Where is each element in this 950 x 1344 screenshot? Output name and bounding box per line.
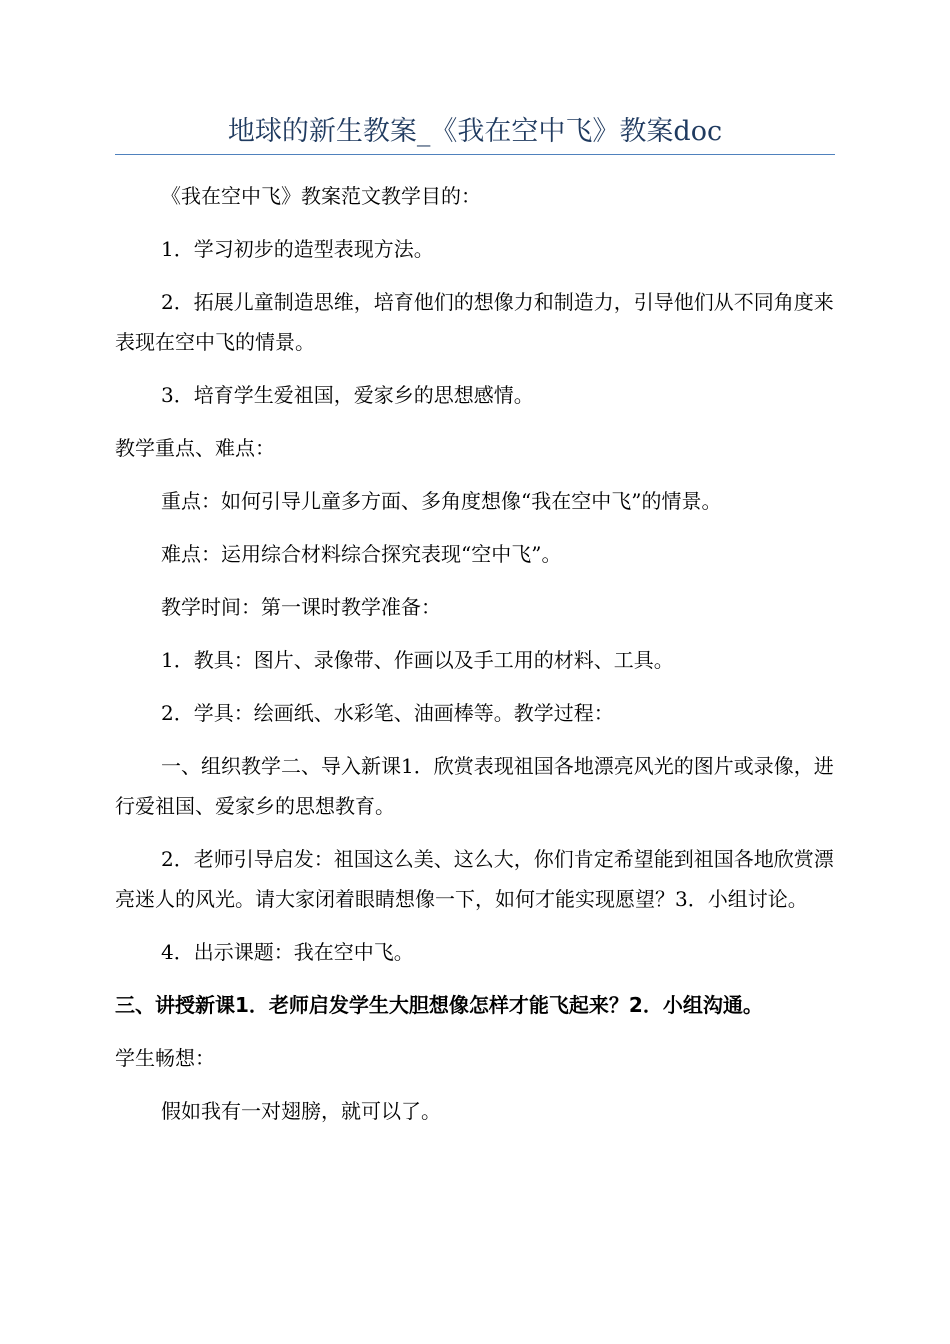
paragraph-objective-2: 2．拓展儿童制造思维，培育他们的想像力和制造力，引导他们从不同角度来表现在空中飞的情景。 (115, 290, 834, 354)
paragraph-teaching-aids: 1．教具：图片、录像带、作画以及手工用的材料、工具。 (161, 648, 674, 672)
paragraph-key-point: 重点：如何引导儿童多方面、多角度想像“我在空中飞”的情景。 (161, 489, 722, 513)
paragraph-teaching-time: 教学时间：第一课时教学准备： (161, 595, 441, 619)
document-title: 地球的新生教案_《我在空中飞》教案doc (227, 116, 723, 147)
paragraph-teacher-guidance: 2．老师引导启发：祖国这么美、这么大，你们肯定希望能到祖国各地欣赏漂亮迷人的风光。请大家闭着眼睛想像一下，如何才能实现愿望？3．小组讨论。 (115, 847, 834, 911)
paragraph-new-lesson-heading: 三、讲授新课1．老师启发学生大胆想像怎样才能飞起来？2．小组沟通。 (115, 993, 763, 1017)
paragraph-show-topic: 4．出示课题：我在空中飞。 (161, 940, 414, 964)
paragraph-student-imagination: 学生畅想： (115, 1046, 215, 1070)
paragraph-difficulty: 难点：运用综合材料综合探究表现“空中飞”。 (161, 542, 562, 566)
paragraph-student-aids: 2．学具：绘画纸、水彩笔、油画棒等。教学过程： (161, 701, 614, 725)
title-underline (115, 154, 835, 155)
paragraph-wings: 假如我有一对翅膀，就可以了。 (161, 1099, 441, 1123)
paragraph-key-points-heading: 教学重点、难点： (115, 436, 275, 460)
paragraph-objective-3: 3．培育学生爱祖国，爱家乡的思想感情。 (161, 383, 534, 407)
paragraph-objective-1: 1．学习初步的造型表现方法。 (161, 237, 434, 261)
document-body (115, 176, 835, 1144)
paragraph-introduction: 一、组织教学二、导入新课1．欣赏表现祖国各地漂亮风光的图片或录像，进行爱祖国、爱家乡的思想教育。 (115, 754, 834, 818)
paragraph-objectives-heading: 《我在空中飞》教案范文教学目的： (161, 184, 481, 208)
